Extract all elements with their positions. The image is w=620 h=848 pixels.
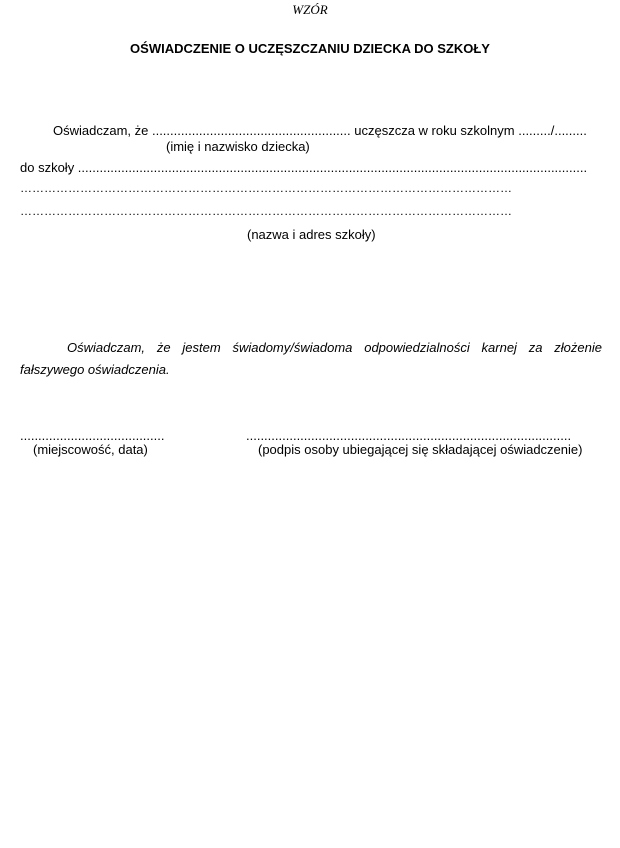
signature-dots: .......................................................................................... <box>246 428 572 443</box>
school-dots-line-2: …………………………………………………………………………………………………………… <box>20 204 512 218</box>
liability-declaration: Oświadczam, że jestem świadomy/świadoma odpowiedzialności karnej za złożenie fałszywego oświadczenia. <box>20 340 602 377</box>
school-dots-line-1: …………………………………………………………………………………………………………… <box>20 181 512 195</box>
declaration-line-child: Oświadczam, że ....................................................... uczęszcza w roku szkolnym ........./......... <box>53 123 587 138</box>
place-date-label: (miejscowość, data) <box>33 442 148 457</box>
signature-label: (podpis osoby ubiegającej się składającej oświadczenie) <box>258 442 583 457</box>
hint-school-name: (nazwa i adres szkoły) <box>247 227 376 242</box>
hint-child-name: (imię i nazwisko dziecka) <box>166 139 310 154</box>
document-title: OŚWIADCZENIE O UCZĘSZCZANIU DZIECKA DO SZKOŁY <box>130 41 490 56</box>
place-date-dots: ........................................ <box>20 428 165 443</box>
school-line: do szkoły ............................................................................................................................................. <box>20 160 588 175</box>
template-label: WZÓR <box>292 2 328 17</box>
